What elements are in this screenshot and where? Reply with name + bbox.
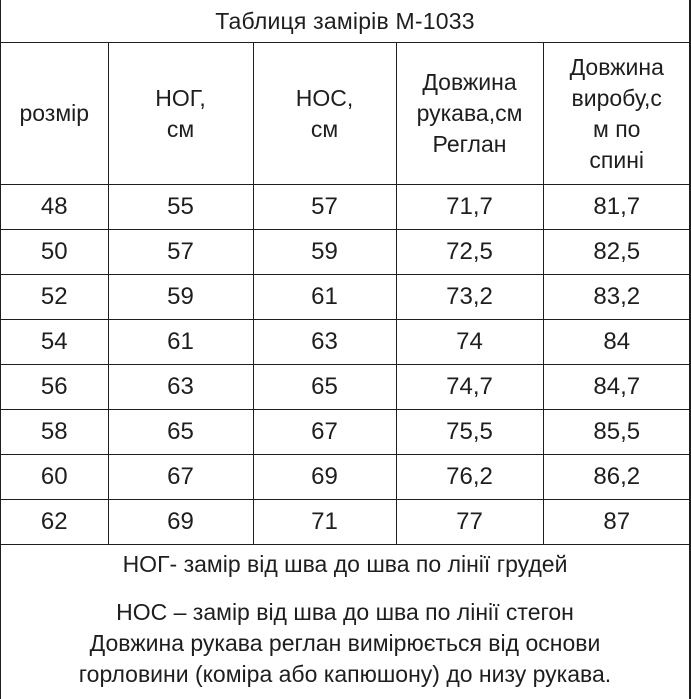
cell-size: 58 [1, 410, 108, 455]
table-row [1, 455, 690, 500]
cell-back-length: 87 [543, 500, 690, 545]
cell-sleeve-length: 77 [396, 500, 543, 545]
cell-back-length: 83,2 [543, 275, 690, 320]
table-row [1, 410, 690, 455]
measurement-notes [1, 545, 689, 690]
cell-size: 52 [1, 275, 108, 320]
cell-back-length: 86,2 [543, 455, 690, 500]
cell-sleeve-length: 76,2 [396, 455, 543, 500]
cell-sleeve-length: 74,7 [396, 365, 543, 410]
header-cell-sleeve-length: Довжина рукава,см Реглан [396, 43, 543, 185]
cell-hips: 71 [253, 500, 396, 545]
cell-size: 48 [1, 185, 108, 230]
cell-size: 56 [1, 365, 108, 410]
cell-chest: 65 [108, 410, 253, 455]
cell-back-length: 84,7 [543, 365, 690, 410]
note-sleeve-definition-line-2: горловини (коміра або капюшону) до низу рукава. [78, 661, 612, 687]
cell-chest: 61 [108, 320, 253, 365]
cell-sleeve-length: 73,2 [396, 275, 543, 320]
header-row [1, 43, 690, 185]
cell-chest: 57 [108, 230, 253, 275]
cell-chest: 69 [108, 500, 253, 545]
header-cell-hips: НОС, см [253, 43, 396, 185]
note-chest-definition: НОГ- замір від шва до шва по лінії грудей [122, 551, 568, 577]
cell-hips: 59 [253, 230, 396, 275]
cell-hips: 63 [253, 320, 396, 365]
cell-hips: 67 [253, 410, 396, 455]
cell-chest: 67 [108, 455, 253, 500]
cell-size: 62 [1, 500, 108, 545]
header-cell-size: розмір [1, 43, 108, 185]
table-row [1, 230, 690, 275]
cell-chest: 63 [108, 365, 253, 410]
cell-hips: 61 [253, 275, 396, 320]
cell-size: 54 [1, 320, 108, 365]
table-row [1, 185, 690, 230]
table-row [1, 365, 690, 410]
cell-chest: 55 [108, 185, 253, 230]
cell-size: 50 [1, 230, 108, 275]
cell-sleeve-length: 72,5 [396, 230, 543, 275]
cell-back-length: 85,5 [543, 410, 690, 455]
cell-sleeve-length: 74 [396, 320, 543, 365]
cell-back-length: 84 [543, 320, 690, 365]
cell-back-length: 82,5 [543, 230, 690, 275]
table-row [1, 320, 690, 365]
table-title: Таблиця замірів М-1033 [1, 0, 689, 43]
cell-hips: 57 [253, 185, 396, 230]
cell-back-length: 81,7 [543, 185, 690, 230]
cell-sleeve-length: 71,7 [396, 185, 543, 230]
note-hips-definition: НОС – замір від шва до шва по лінії стегон [116, 599, 574, 625]
cell-hips: 69 [253, 455, 396, 500]
size-table [1, 43, 690, 545]
note-sleeve-definition-line-1: Довжина рукава реглан вимірюється від основи [89, 630, 601, 656]
header-cell-chest: НОГ, см [108, 43, 253, 185]
cell-hips: 65 [253, 365, 396, 410]
header-cell-back-length: Довжина виробу,с м по спині [543, 43, 690, 185]
cell-sleeve-length: 75,5 [396, 410, 543, 455]
table-row [1, 275, 690, 320]
cell-chest: 59 [108, 275, 253, 320]
table-row [1, 500, 690, 545]
cell-size: 60 [1, 455, 108, 500]
